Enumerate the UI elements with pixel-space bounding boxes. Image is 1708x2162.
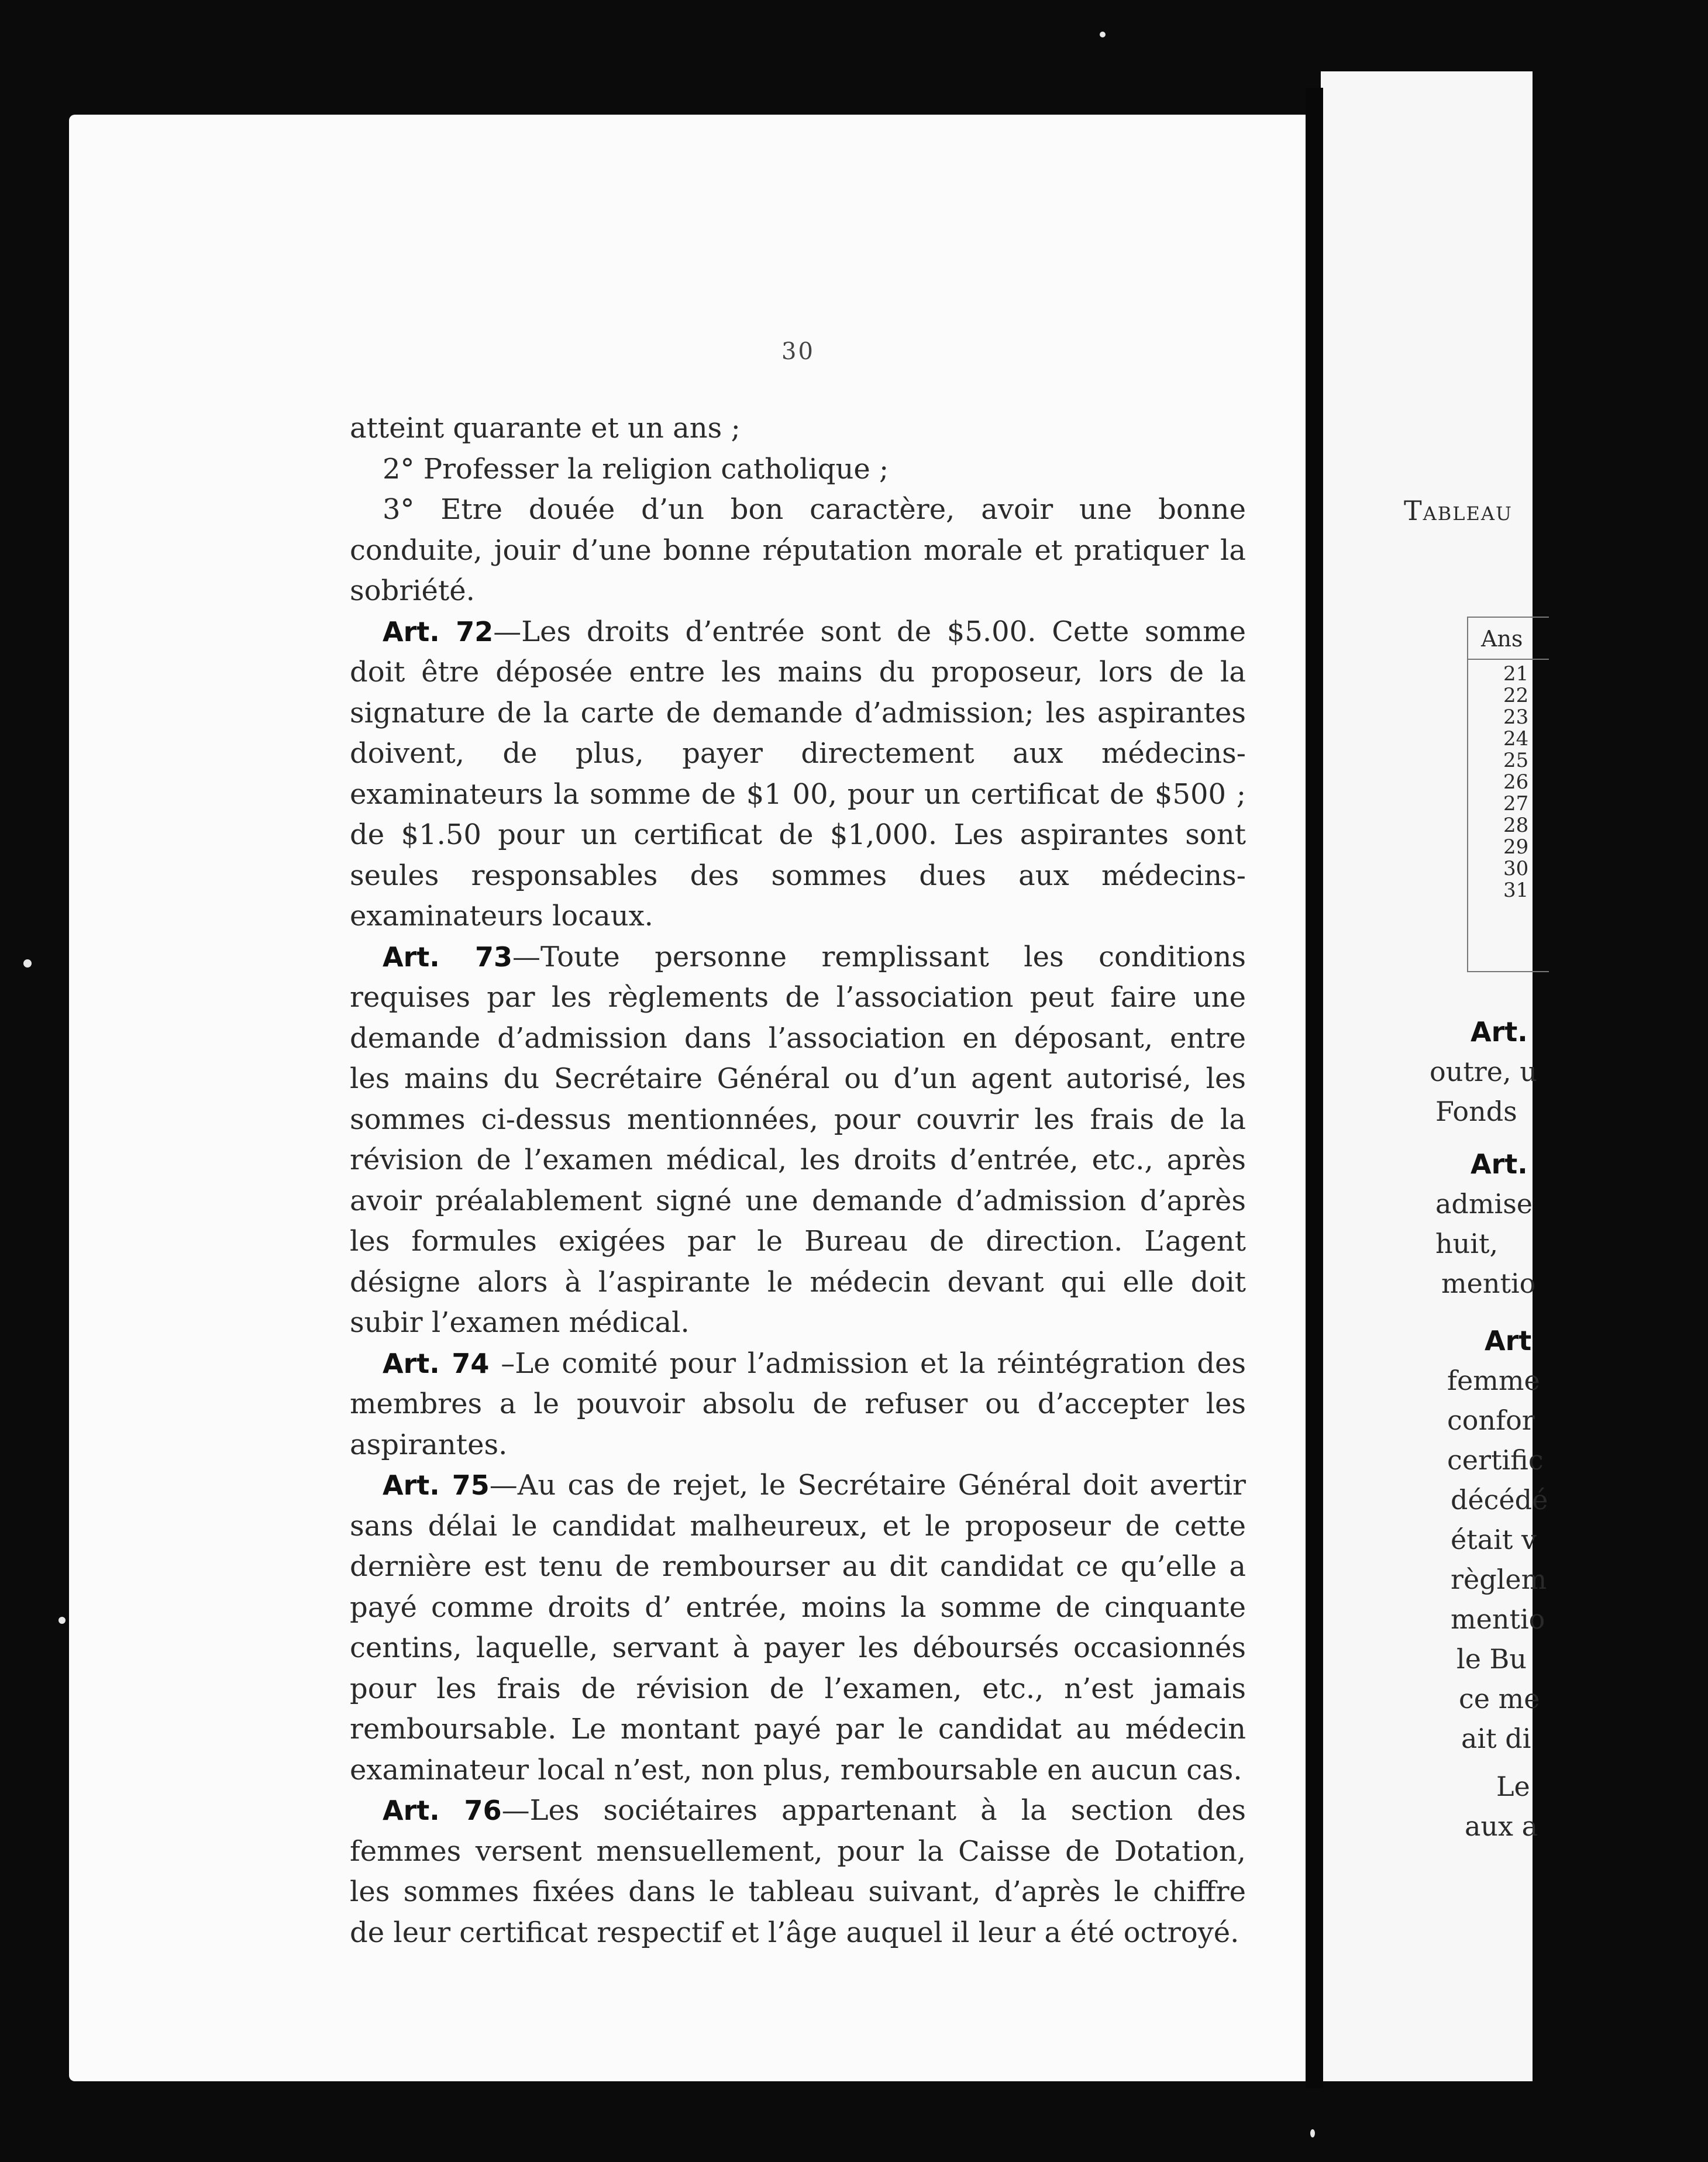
right-page-line: admise <box>1435 1188 1533 1220</box>
scan-speck <box>58 1617 66 1624</box>
article-74-text: Le comité pour l’admission et la réintégration des membres a le pouvoir absolu de refuser ou d’accepter les aspirantes. <box>350 1347 1246 1461</box>
right-page-line: Le <box>1496 1771 1530 1802</box>
right-page-line: aux a <box>1465 1810 1538 1842</box>
article-76-label: Art. 76 <box>383 1795 502 1826</box>
article-75-label: Art. 75 <box>383 1469 490 1501</box>
right-page-line: ce me <box>1459 1683 1540 1715</box>
age-row: 30 <box>1503 857 1529 880</box>
book-gutter <box>1306 88 1323 2088</box>
age-row: 27 <box>1503 792 1529 815</box>
right-page-line: mentio <box>1451 1603 1545 1635</box>
right-page-line: mentio <box>1441 1268 1536 1299</box>
age-table-header: Ans <box>1468 618 1549 660</box>
page-number: 30 <box>781 338 815 365</box>
right-page-line: le Bu <box>1456 1643 1527 1675</box>
paragraph-condition-3: 3° Etre douée d’un bon caractère, avoir une bonne conduite, jouir d’une bonne réputation morale et pratiquer la sobriété. <box>350 493 1246 607</box>
article-76-text: Les sociétaires appartenant à la section des femmes versent mensuellement, pour la Caisse de Dotation, les sommes fixées dans le tableau suivant, d’après le chiffre de leur certificat respectif et l’âge auquel il leur a été octroyé. <box>350 1794 1246 1949</box>
right-page-line: femme <box>1447 1365 1540 1396</box>
right-page-article-label: Art. <box>1471 1016 1528 1048</box>
article-72: Art. 72—Les droits d’entrée sont de $5.00. Cette somme doit être déposée entre les mains du proposeur, lors de la signature de la carte de demande d’admission; les aspirantes doivent, de plus, payer directement aux médecins-examinateurs la somme de $1 00, pour un certificat de $500 ; de $1.50 pour un certificat de $1,000. Les aspirantes sont seules responsables des sommes dues aux médecins-examinateurs locaux. <box>350 615 1246 932</box>
right-page <box>1321 71 1548 2081</box>
age-table <box>1467 617 1549 972</box>
article-72-label: Art. 72 <box>383 615 494 648</box>
right-page-line: Fonds <box>1435 1096 1517 1127</box>
age-row: 24 <box>1503 727 1529 750</box>
right-page-article-label: Art. <box>1471 1148 1528 1180</box>
paragraph-condition-2: 2° Professer la religion catholique ; <box>383 452 889 486</box>
article-74-label: Art. 74 <box>383 1347 490 1379</box>
article-75-text: Au cas de rejet, le Secrétaire Général doit avertir sans délai le candidat malheureux, et le proposeur de cette dernière est tenu de rembourser au dit candidat ce qu’elle a payé comme droits d’ entrée, moins la somme de cinquante centins, laquelle, servant à payer les déboursés occasionnés pour les frais de révision de l’examen, etc., n’est jamais remboursable. Le montant payé par le candidat au médecin examinateur local n’est, non plus, remboursable en aucun cas. <box>350 1469 1246 1786</box>
right-page-line: huit, <box>1435 1228 1499 1259</box>
age-row: 23 <box>1503 705 1529 729</box>
right-page-line: règlem <box>1451 1564 1547 1595</box>
age-row: 25 <box>1503 749 1529 772</box>
main-text <box>350 408 1246 1953</box>
right-page-text <box>1321 1012 1548 1846</box>
right-page-line: outre, u <box>1430 1056 1537 1087</box>
age-row: 29 <box>1503 835 1529 859</box>
article-74: Art. 74 –Le comité pour l’admission et la réintégration des membres a le pouvoir absolu de refuser ou d’accepter les aspirantes. <box>350 1347 1246 1461</box>
paragraph-continuation: atteint quarante et un ans ; <box>350 412 741 445</box>
right-page-line: confor <box>1447 1404 1535 1436</box>
right-page-line: ait di <box>1461 1723 1531 1754</box>
age-row: 21 <box>1503 662 1529 686</box>
article-76: Art. 76—Les sociétaires appartenant à la section des femmes versent mensuellement, pour la Caisse de Dotation, les sommes fixées dans le tableau suivant, d’après le chiffre de leur certificat respectif et l’âge auquel il leur a été octroyé. <box>350 1794 1246 1949</box>
age-row: 28 <box>1503 814 1529 837</box>
age-row: 26 <box>1503 770 1529 794</box>
age-row: 22 <box>1503 684 1529 707</box>
right-page-line: était v <box>1451 1524 1537 1555</box>
article-72-text: Les droits d’entrée sont de $5.00. Cette somme doit être déposée entre les mains du proposeur, lors de la signature de la carte de demande d’admission; les aspirantes doivent, de plus, payer directement aux médecins-examinateurs la somme de $1 00, pour un certificat de $500 ; de $1.50 pour un certificat de $1,000. Les aspirantes sont seules responsables des sommes dues aux médecins-examinateurs locaux. <box>350 615 1246 932</box>
age-list <box>1468 660 1549 901</box>
article-73-label: Art. 73 <box>383 941 512 973</box>
right-page-heading: Tableau <box>1404 495 1513 526</box>
age-row: 31 <box>1503 879 1529 902</box>
right-page-line: certific <box>1447 1444 1544 1476</box>
article-75: Art. 75—Au cas de rejet, le Secrétaire Général doit avertir sans délai le candidat malheureux, et le proposeur de cette dernière est tenu de rembourser au dit candidat ce qu’elle a payé comme droits d’ entrée, moins la somme de cinquante centins, laquelle, servant à payer les déboursés occasionnés pour les frais de révision de l’examen, etc., n’est jamais remboursable. Le montant payé par le candidat au médecin examinateur local n’est, non plus, remboursable en aucun cas. <box>350 1469 1246 1786</box>
scan-speck <box>1310 2129 1315 2137</box>
article-73-text: Toute personne remplissant les conditions requises par les règlements de l’association peut faire une demande d’admission dans l’association en déposant, entre les mains du Secrétaire Général ou d’un agent autorisé, les sommes ci-dessus mentionnées, pour couvrir les frais de la révision de l’examen médical, les droits d’entrée, etc., après avoir préalablement signé une demande d’admission d’après les formules exigées par le Bureau de direction. L’agent désigne alors à l’aspirante le médecin devant qui elle doit subir l’examen médical. <box>350 940 1246 1339</box>
scan-speck <box>23 959 32 968</box>
right-page-line: décédé <box>1451 1484 1548 1516</box>
scan-speck <box>1100 32 1106 37</box>
article-73: Art. 73—Toute personne remplissant les conditions requises par les règlements de l’association peut faire une demande d’admission dans l’association en déposant, entre les mains du Secrétaire Général ou d’un agent autorisé, les sommes ci-dessus mentionnées, pour couvrir les frais de la révision de l’examen médical, les droits d’entrée, etc., après avoir préalablement signé une demande d’admission d’après les formules exigées par le Bureau de direction. L’agent désigne alors à l’aspirante le médecin devant qui elle doit subir l’examen médical. <box>350 940 1246 1339</box>
right-page-article-label: Art <box>1485 1325 1532 1357</box>
